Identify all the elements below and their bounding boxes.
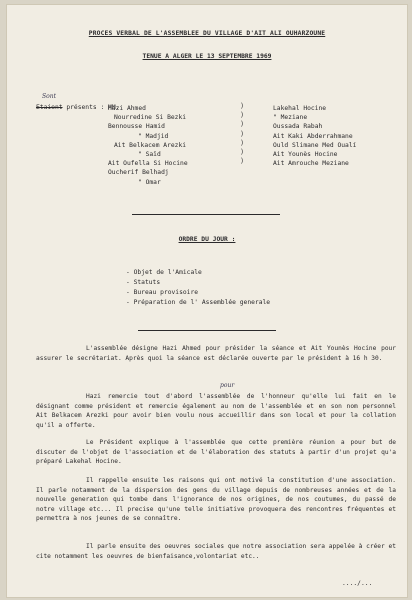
handwritten-correction: Sont — [42, 93, 56, 100]
attendee: Oucherif Belhadj — [108, 169, 169, 177]
attendee: " Meziane — [273, 114, 308, 122]
attendee: " Omar — [138, 178, 161, 186]
document-page — [6, 4, 408, 598]
attendees-right-column — [273, 104, 356, 168]
agenda-title: ORDRE DU JOUR : — [178, 236, 236, 243]
attendance-label — [36, 93, 120, 111]
agenda-item: - Statuts — [126, 278, 270, 288]
agenda-item: - Préparation de l' Assemblée generale — [126, 298, 270, 308]
attendee: " Madjid — [138, 132, 169, 140]
attendee: Ait Amrouche Meziane — [273, 160, 349, 168]
attendee: Oussada Rabah — [273, 123, 323, 131]
paragraph-designation: L'assemblée désigne Hazi Ahmed pour présider la séance et Ait Younès Hocine pour assurer le secrétariat. Après quoi la séance est déclarée ouverte par le président à 16 h 30. — [36, 345, 396, 362]
attendee: Ould Slimane Med Oualí — [273, 141, 357, 149]
attendee: Lakehal Hocine — [273, 105, 327, 112]
document-title: PROCES VERBAL DE L'ASSEMBLEE DU VILLAGE D'AIT ALI OUHARZOUNE — [88, 30, 326, 37]
struck-word: Etaient — [36, 104, 63, 111]
paragraph-purpose: Le Président explique à l'assemblée que cette première réunion a pour but de discuter de l'objet de l'association et de l'élaboration des statuts à partir d'un projet qu'a préparé Lakehal Hocine. — [36, 439, 396, 466]
attendee: Ait Oufella Si Hocine — [108, 160, 188, 168]
brace-marks: ) ) ) ) ) ) ) — [240, 102, 245, 166]
continuation-mark: ..../... — [342, 580, 373, 587]
attendees-left-column — [108, 104, 188, 187]
paragraph-thanks: Hazi remercie tout d'abord l'assemblée de l'honneur qu'elle lui fait en le désignant comme président et remercie également au nom de l'assemblée et en son nom personnel Ait Belkacem Arezki pour avoir bien voulu nous accueillir dans son local et pour la collation qu'il a offerte. — [36, 393, 396, 429]
attendee: Nourredine Si Bezki — [114, 114, 187, 122]
attendee: Ait Belkacem Arezki — [114, 141, 187, 149]
attendee: Bennousse Hamid — [108, 123, 165, 131]
attendee: " Saïd — [138, 151, 161, 159]
attendee: Hazi Ahmed — [108, 105, 146, 112]
agenda-item: - Objet de l'Amicale — [126, 268, 270, 278]
agenda-list — [126, 268, 270, 308]
separator-rule — [138, 330, 276, 331]
paragraph-social-works: Il parle ensuite des oeuvres sociales que notre association sera appelée à créer et cite notamment les oeuvres de bienfaisance,volontariat etc.. — [36, 543, 396, 560]
handwritten-insertion: pour — [220, 382, 235, 389]
attendee: Ait Kaki Abderrahmane — [273, 132, 353, 140]
paragraph-reasons: Il rappelle ensuite les raisons qui ont motivé la constitution d'une association. Il parle notamment de la dispersion des gens du village depuis de nombreuses années et de la nouvelle generation qui tombe dans l'ignorance de nos origines, de nos coutumes, du passé de notre village etc... Il precise qu'une telle initiative provoquera des rencontres fréquentes et permettra à nos jeunes de se connaître. — [36, 477, 396, 523]
separator-rule — [132, 214, 280, 215]
attendee: Ait Younès Hocine — [273, 151, 338, 159]
meeting-date: TENUE A ALGER LE 13 SEPTEMBRE 1969 — [142, 53, 272, 60]
present-label: présents : MM. — [66, 104, 120, 111]
agenda-item: - Bureau provisoire — [126, 288, 270, 298]
